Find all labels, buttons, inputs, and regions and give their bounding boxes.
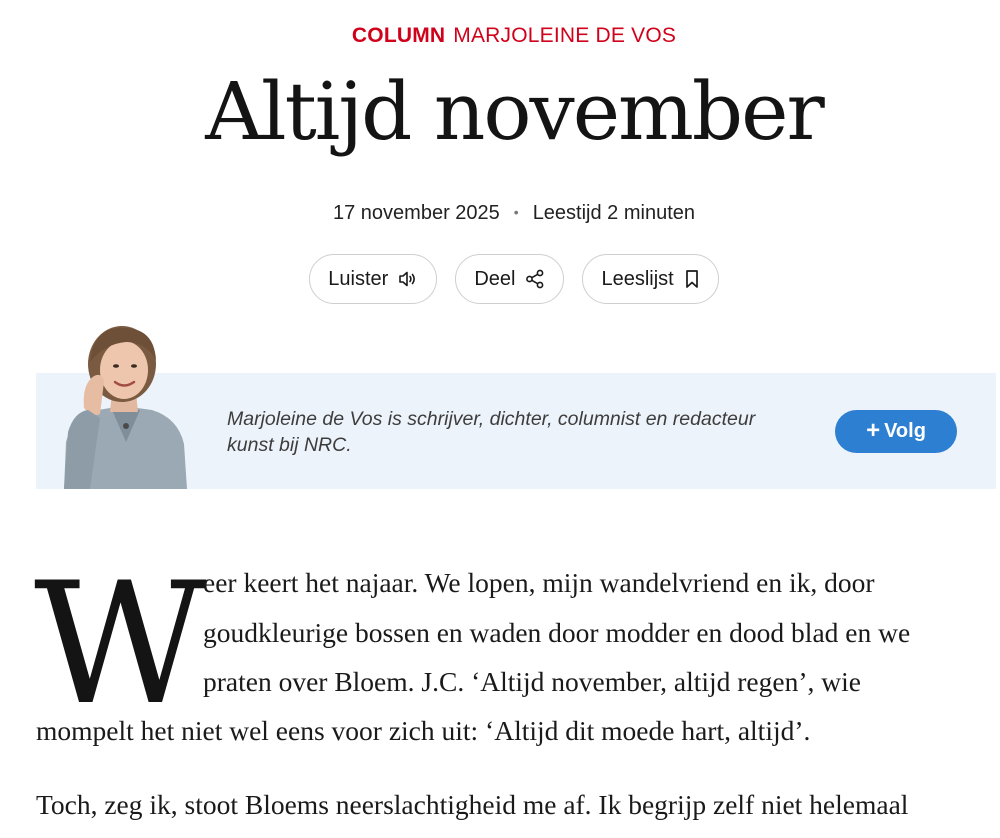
readlist-label: Leeslijst — [601, 267, 674, 290]
publish-date: 17 november 2025 — [332, 202, 500, 224]
article-meta — [0, 202, 1000, 225]
section-label[interactable]: COLUMN — [351, 24, 446, 47]
drop-cap: W — [34, 546, 207, 742]
author-bio-line: kunst bij NRC. — [227, 434, 352, 456]
share-button[interactable] — [455, 254, 564, 304]
article-actions — [0, 254, 1000, 304]
follow-label: Volg — [884, 420, 926, 442]
listen-button[interactable] — [309, 254, 437, 304]
author-link[interactable]: MARJOLEINE DE VOS — [453, 24, 677, 47]
article-line: mompelt het niet wel eens voor zich uit: ‘Altijd dit moede hart, altijd’. — [36, 715, 811, 746]
bookmark-icon — [684, 269, 700, 289]
listen-label: Luister — [328, 267, 389, 290]
author-bio — [227, 406, 817, 458]
author-bio-line: Marjoleine de Vos is schrijver, dichter, columnist en redacteur — [227, 408, 756, 430]
article-line: Toch, zeg ik, stoot Bloems neerslachtigheid me af. Ik begrijp zelf niet helemaal — [36, 789, 909, 820]
article-line: goudkleurige bossen en waden door modder en dood blad en we — [203, 617, 911, 648]
readlist-button[interactable] — [582, 254, 718, 304]
plus-icon: + — [866, 416, 881, 444]
reading-time: Leestijd 2 minuten — [532, 202, 696, 224]
article-kicker — [0, 24, 1000, 48]
article-line: praten over Bloem. J.C. ‘Altijd november, altijd regen’, wie — [203, 666, 861, 697]
article-headline: Altijd november — [205, 65, 823, 158]
author-portrait — [60, 322, 190, 489]
meta-separator: • — [513, 204, 519, 220]
share-label: Deel — [474, 267, 516, 290]
follow-button[interactable] — [835, 410, 957, 453]
article-line: eer keert het najaar. We lopen, mijn wandelvriend en ik, door — [203, 567, 875, 598]
speaker-icon — [398, 270, 418, 288]
share-icon — [525, 269, 545, 289]
